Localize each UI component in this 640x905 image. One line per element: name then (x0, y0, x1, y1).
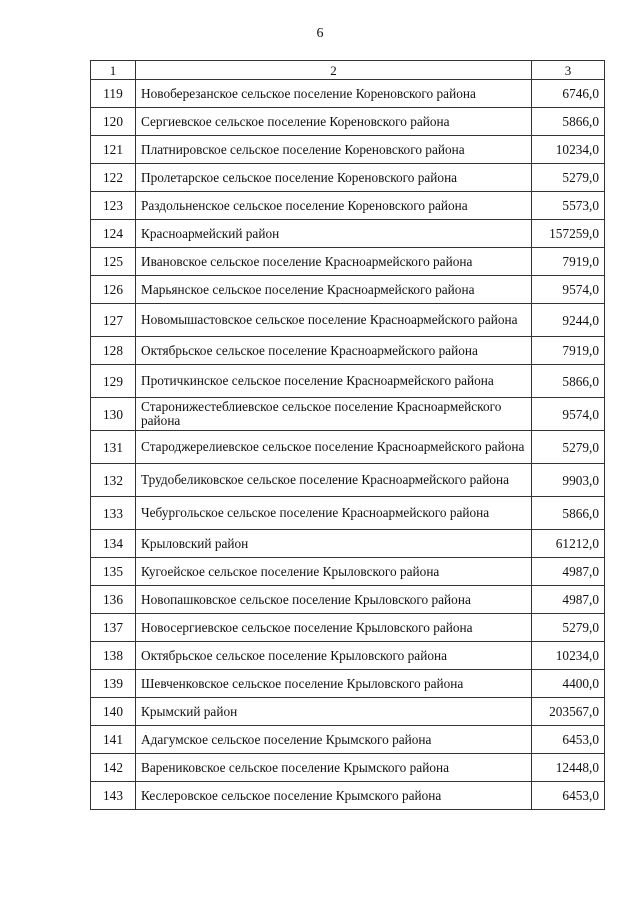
table-row (91, 248, 605, 276)
row-number: 142 (91, 754, 136, 782)
settlement-name: Ивановское сельское поселение Красноармейского района (136, 248, 532, 276)
settlement-name: Шевченковское сельское поселение Крыловского района (136, 670, 532, 698)
settlement-name: Старонижестеблиевское сельское поселение Красноармейского района (136, 398, 532, 431)
table-row (91, 398, 605, 431)
row-number: 119 (91, 80, 136, 108)
table-row (91, 754, 605, 782)
table-row (91, 642, 605, 670)
amount-value: 12448,0 (532, 754, 605, 782)
amount-value: 5279,0 (532, 431, 605, 464)
amount-value: 6453,0 (532, 782, 605, 810)
row-number: 132 (91, 464, 136, 497)
amount-value: 5866,0 (532, 497, 605, 530)
row-number: 123 (91, 192, 136, 220)
row-number: 129 (91, 365, 136, 398)
table-row (91, 337, 605, 365)
settlement-name: Трудобеликовское сельское поселение Красноармейского района (136, 464, 532, 497)
table-row (91, 670, 605, 698)
settlement-name: Кугоейское сельское поселение Крыловского района (136, 558, 532, 586)
table-row (91, 164, 605, 192)
row-number: 133 (91, 497, 136, 530)
settlement-name: Сергиевское сельское поселение Кореновского района (136, 108, 532, 136)
table-row (91, 276, 605, 304)
settlement-name: Октябрьское сельское поселение Красноармейского района (136, 337, 532, 365)
column-header-amount: 3 (532, 61, 605, 80)
row-number: 139 (91, 670, 136, 698)
amount-value: 9244,0 (532, 304, 605, 337)
table-row (91, 614, 605, 642)
amount-value: 7919,0 (532, 337, 605, 365)
settlement-name: Староджерелиевское сельское поселение Красноармейского района (136, 431, 532, 464)
amount-value: 4400,0 (532, 670, 605, 698)
row-number: 127 (91, 304, 136, 337)
page-number: 6 (316, 26, 324, 41)
row-number: 143 (91, 782, 136, 810)
amount-value: 6453,0 (532, 726, 605, 754)
row-number: 136 (91, 586, 136, 614)
table-row (91, 192, 605, 220)
row-number: 130 (91, 398, 136, 431)
settlement-name: Протичкинское сельское поселение Красноармейского района (136, 365, 532, 398)
amount-value: 4987,0 (532, 558, 605, 586)
table-row (91, 365, 605, 398)
row-number: 125 (91, 248, 136, 276)
amount-value: 10234,0 (532, 642, 605, 670)
row-number: 137 (91, 614, 136, 642)
amount-value: 5866,0 (532, 365, 605, 398)
table-row (91, 80, 605, 108)
row-number: 134 (91, 530, 136, 558)
amount-value: 157259,0 (532, 220, 605, 248)
settlement-name: Платнировское сельское поселение Кореновского района (136, 136, 532, 164)
table-row (91, 530, 605, 558)
settlement-name: Новопашковское сельское поселение Крыловского района (136, 586, 532, 614)
amount-value: 9574,0 (532, 398, 605, 431)
settlement-name: Пролетарское сельское поселение Кореновского района (136, 164, 532, 192)
table-row (91, 220, 605, 248)
amount-value: 10234,0 (532, 136, 605, 164)
row-number: 126 (91, 276, 136, 304)
settlement-name: Адагумское сельское поселение Крымского района (136, 726, 532, 754)
row-number: 124 (91, 220, 136, 248)
amount-value: 5279,0 (532, 614, 605, 642)
row-number: 122 (91, 164, 136, 192)
row-number: 138 (91, 642, 136, 670)
table-row (91, 108, 605, 136)
settlement-name: Новосергиевское сельское поселение Крыловского района (136, 614, 532, 642)
row-number: 141 (91, 726, 136, 754)
settlement-name: Октябрьское сельское поселение Крыловского района (136, 642, 532, 670)
table-row (91, 586, 605, 614)
row-number: 135 (91, 558, 136, 586)
row-number: 121 (91, 136, 136, 164)
row-number: 140 (91, 698, 136, 726)
settlement-name: Кеслеровское сельское поселение Крымского района (136, 782, 532, 810)
table-row (91, 726, 605, 754)
amount-value: 5573,0 (532, 192, 605, 220)
table-header-row (91, 61, 605, 80)
amount-value: 61212,0 (532, 530, 605, 558)
table-body (91, 61, 605, 810)
row-number: 131 (91, 431, 136, 464)
table-row (91, 304, 605, 337)
settlement-name: Марьянское сельское поселение Красноармейского района (136, 276, 532, 304)
amount-value: 6746,0 (532, 80, 605, 108)
table-row (91, 782, 605, 810)
settlement-name: Крымский район (136, 698, 532, 726)
column-header-number: 1 (91, 61, 136, 80)
row-number: 120 (91, 108, 136, 136)
settlement-name: Новоберезанское сельское поселение Кореновского района (136, 80, 532, 108)
table-row (91, 431, 605, 464)
amount-value: 7919,0 (532, 248, 605, 276)
row-number: 128 (91, 337, 136, 365)
amount-value: 5866,0 (532, 108, 605, 136)
settlement-name: Раздольненское сельское поселение Кореновского района (136, 192, 532, 220)
table-row (91, 497, 605, 530)
settlement-name: Красноармейский район (136, 220, 532, 248)
settlement-name: Чебургольское сельское поселение Красноармейского района (136, 497, 532, 530)
allocation-table (90, 60, 605, 810)
amount-value: 5279,0 (532, 164, 605, 192)
table-row (91, 136, 605, 164)
table-row (91, 558, 605, 586)
settlement-name: Крыловский район (136, 530, 532, 558)
amount-value: 203567,0 (532, 698, 605, 726)
table-row (91, 464, 605, 497)
settlement-name: Варениковское сельское поселение Крымского района (136, 754, 532, 782)
table-row (91, 698, 605, 726)
amount-value: 4987,0 (532, 586, 605, 614)
settlement-name: Новомышастовское сельское поселение Красноармейского района (136, 304, 532, 337)
amount-value: 9574,0 (532, 276, 605, 304)
column-header-name: 2 (136, 61, 532, 80)
amount-value: 9903,0 (532, 464, 605, 497)
